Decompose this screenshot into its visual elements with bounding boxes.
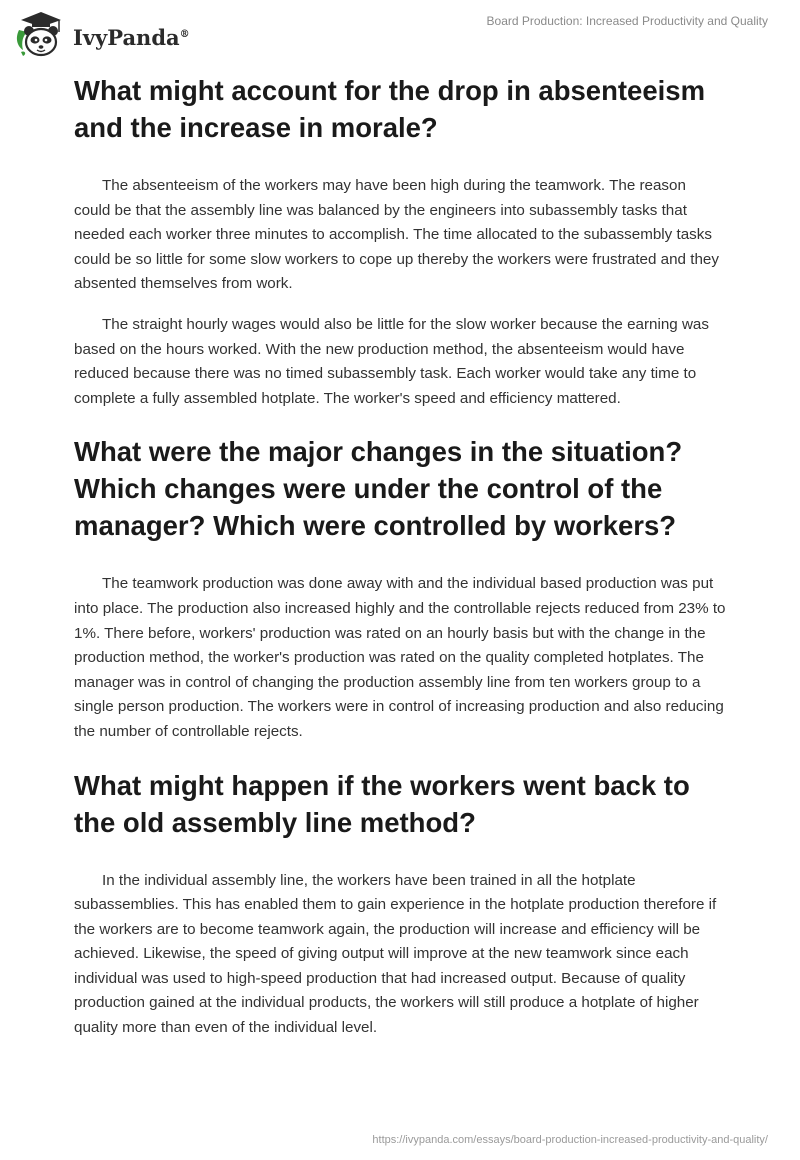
page-header xyxy=(0,0,800,70)
section-old-assembly-line xyxy=(74,767,726,1041)
section-heading: What might account for the drop in absenteeism and the increase in morale? xyxy=(74,75,706,143)
paragraph: The absenteeism of the workers may have been high during the teamwork. The reason could be that the assembly line was balanced by the engineers into subassembly tasks that needed each worker three minutes to accomplish. The time allocated to the subassembly tasks could be so little for some slow workers to cope up thereby the workers were frustrated and they absented themselves from work. xyxy=(74,177,719,293)
section-heading: What might happen if the workers went back to the old assembly line method? xyxy=(74,769,690,838)
source-url[interactable]: https://ivypanda.com/essays/board-production-increased-productivity-and-quality/ xyxy=(372,1134,768,1146)
section-absenteeism xyxy=(74,72,726,411)
logo-text: IvyPanda® xyxy=(73,24,190,50)
paragraph: The straight hourly wages would also be little for the slow worker because the earning was based on the hours worked. With the new production method, the absenteeism would have reduced because there was no timed subassembly task. Each worker would take any time to complete a fully assembled hotplate. The worker's speed and efficiency mattered. xyxy=(74,315,709,407)
ivypanda-logo[interactable] xyxy=(15,10,190,60)
panda-logo-icon xyxy=(15,10,67,60)
section-major-changes xyxy=(74,433,726,744)
document-title: Board Production: Increased Productivity and Quality xyxy=(486,14,768,28)
paragraph: In the individual assembly line, the workers have been trained in all the hotplate subassemblies. This has enabled them to gain experience in the hotplate production therefore if the workers are to become teamwork again, the production will increase and efficiency will be achieved. Likewise, the speed of giving output will improve at the new teamwork since each individual was used to high-speed production that had increased output. Because of quality production gained at the individual products, the workers will still produce a hotplate of higher quality more than even of the individual level. xyxy=(74,871,717,1037)
section-heading: What were the major changes in the situation? Which changes were under the control of the manager? Which were controlled by workers? xyxy=(74,436,683,542)
paragraph: The teamwork production was done away with and the individual based production was put into place. The production also increased highly and the controllable rejects reduced from 23% to 1%. There before, workers' production was rated on an hourly basis but with the change in the production method, the worker's production was rated on the quality completed hotplates. The manager was in control of changing the production assembly line from ten workers group to a single person production. The workers were in control of increasing production and also reducing the number of controllable rejects. xyxy=(74,575,726,740)
essay-content xyxy=(74,72,726,1057)
